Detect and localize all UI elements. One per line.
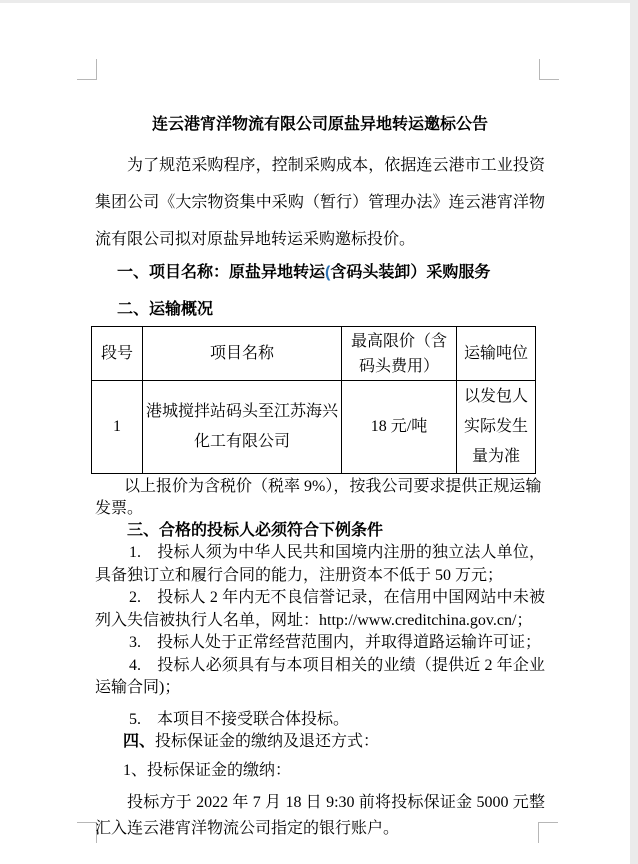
condition-item-4: 4. 投标人必须具有与本项目相关的业绩（提供近 2 年企业运输合同)； (95, 656, 545, 696)
section-4-heading (95, 731, 545, 753)
cell-project-name: 港城搅拌站码头至江苏海兴化工有限公司 (143, 381, 342, 474)
transport-overview-table (91, 326, 536, 474)
col-header-segment-no: 段号 (92, 327, 143, 381)
condition-item-2: 2. 投标人 2 年内无不良信誉记录，在信用中国网站中未被列入失信被执行人名单，网址：http://www.creditchina.gov.cn/； (95, 589, 545, 629)
section-3-heading: 三、合格的投标人必须符合下例条件 (127, 522, 384, 539)
section-2-heading: 二、运输概况 (117, 301, 214, 318)
section-4-prefix: 四、 (123, 733, 156, 750)
condition-item-1: 1. 投标人须为中华人民共和国境内注册的独立法人单位，具备独订立和履行合同的能力，注册资本不低于 50 万元； (95, 544, 545, 584)
cell-price-limit: 18 元/吨 (342, 381, 457, 474)
condition-item-3: 3. 投标人处于正常经营范围内，并取得道路运输许可证； (129, 634, 542, 651)
intro-paragraph: 为了规范采购程序，控制采购成本，依据连云港市工业投资集团公司《大宗物资集中采购（暂行）管理办法》连云港宵洋物流有限公司拟对原盐异地转运采购邀标投价。 (95, 157, 545, 248)
page-right-edge (630, 0, 638, 864)
cell-tonnage: 以发包人实际发生量为准 (457, 381, 536, 474)
document-title: 连云港宵洋物流有限公司原盐异地转运邀标公告 (151, 116, 488, 133)
col-header-tonnage: 运输吨位 (457, 327, 536, 381)
deposit-paragraph: 投标方于 2022 年 7 月 18 日 9:30 前将投标保证金 5000 元整汇入连云港宵洋物流公司指定的银行账户。 (95, 794, 545, 837)
document-body (95, 0, 545, 841)
tax-note: 以上报价为含税价（税率 9%），按我公司要求提供正规运输发票。 (95, 478, 542, 517)
section-4-title: 投标保证金的缴纳及退还方式： (155, 733, 380, 750)
cell-segment-no: 1 (92, 381, 143, 474)
section-1-colored-paren: ( (325, 264, 331, 281)
condition-item-5: 5. 本项目不接受联合体投标。 (129, 710, 350, 728)
section-1-heading (95, 260, 545, 286)
col-header-price-limit: 最高限价（含码头费用） (342, 327, 457, 381)
crop-mark-bottom-left (77, 822, 97, 843)
deposit-subheading: 1、投标保证金的缴纳： (123, 762, 292, 779)
col-header-project-name: 项目名称 (143, 327, 342, 381)
table-row (92, 381, 536, 474)
section-1-prefix: 一、项目名称：原盐异地转运 (117, 264, 326, 281)
crop-mark-top-left (77, 59, 97, 80)
section-1-suffix: 含码头装卸）采购服务 (330, 264, 491, 281)
table-header-row (92, 327, 536, 381)
